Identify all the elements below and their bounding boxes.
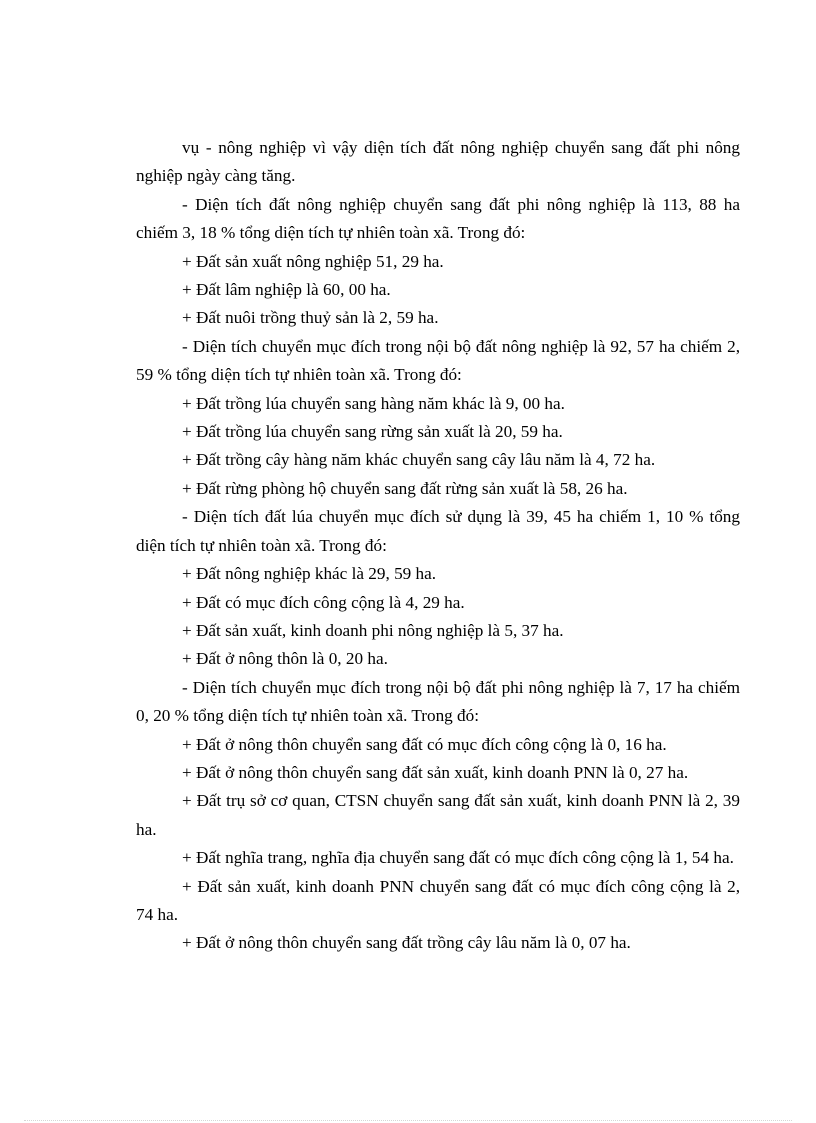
paragraph: - Diện tích đất nông nghiệp chuyển sang đất phi nông nghiệp là 113, 88 ha chiếm 3, 18 % tổng diện tích tự nhiên toàn xã. Trong đó: bbox=[136, 194, 740, 243]
paragraph: + Đất lâm nghiệp là 60, 00 ha. bbox=[182, 280, 391, 300]
page-bottom-divider bbox=[24, 1120, 792, 1121]
paragraph: + Đất nông nghiệp khác là 29, 59 ha. bbox=[182, 564, 437, 584]
paragraph: - Diện tích chuyển mục đích trong nội bộ đất nông nghiệp là 92, 57 ha chiếm 2, 59 % tổng diện tích tự nhiên toàn xã. Trong đó: bbox=[136, 336, 740, 385]
paragraph: + Đất trồng cây hàng năm khác chuyển sang cây lâu năm là 4, 72 ha. bbox=[182, 450, 656, 470]
paragraph: + Đất ở nông thôn là 0, 20 ha. bbox=[182, 649, 388, 669]
paragraph: - Diện tích chuyển mục đích trong nội bộ đất phi nông nghiệp là 7, 17 ha chiếm 0, 20 % tổng diện tích tự nhiên toàn xã. Trong đó: bbox=[136, 677, 740, 726]
paragraph: + Đất trồng lúa chuyển sang hàng năm khác là 9, 00 ha. bbox=[182, 393, 565, 413]
paragraph: + Đất sản xuất, kinh doanh PNN chuyển sang đất có mục đích công cộng là 2, 74 ha. bbox=[136, 876, 740, 924]
paragraph: + Đất nghĩa trang, nghĩa địa chuyển sang đất có mục đích công cộng là 1, 54 ha. bbox=[182, 848, 734, 868]
paragraph: + Đất sản xuất, kinh doanh phi nông nghiệp là 5, 37 ha. bbox=[182, 620, 564, 640]
paragraph: + Đất trụ sở cơ quan, CTSN chuyển sang đất sản xuất, kinh doanh PNN là 2, 39 ha. bbox=[136, 791, 740, 839]
paragraph: + Đất có mục đích công cộng là 4, 29 ha. bbox=[182, 592, 465, 612]
body-text bbox=[136, 134, 740, 958]
paragraph: + Đất ở nông thôn chuyển sang đất có mục đích công cộng là 0, 16 ha. bbox=[182, 734, 667, 754]
paragraph: + Đất nuôi trồng thuỷ sản là 2, 59 ha. bbox=[182, 308, 439, 328]
paragraph: + Đất rừng phòng hộ chuyển sang đất rừng sản xuất là 58, 26 ha. bbox=[182, 478, 628, 498]
paragraph: + Đất sản xuất nông nghiệp 51, 29 ha. bbox=[182, 251, 444, 271]
paragraph: + Đất ở nông thôn chuyển sang đất sản xuất, kinh doanh PNN là 0, 27 ha. bbox=[182, 762, 689, 782]
paragraph: + Đất ở nông thôn chuyển sang đất trồng cây lâu năm là 0, 07 ha. bbox=[182, 933, 631, 953]
paragraph: vụ - nông nghiệp vì vậy diện tích đất nông nghiệp chuyển sang đất phi nông nghiệp ngày càng tăng. bbox=[136, 138, 740, 186]
paragraph: - Diện tích đất lúa chuyển mục đích sử dụng là 39, 45 ha chiếm 1, 10 % tổng diện tích tự nhiên toàn xã. Trong đó: bbox=[136, 507, 740, 555]
paragraph: + Đất trồng lúa chuyển sang rừng sản xuất là 20, 59 ha. bbox=[182, 422, 563, 442]
